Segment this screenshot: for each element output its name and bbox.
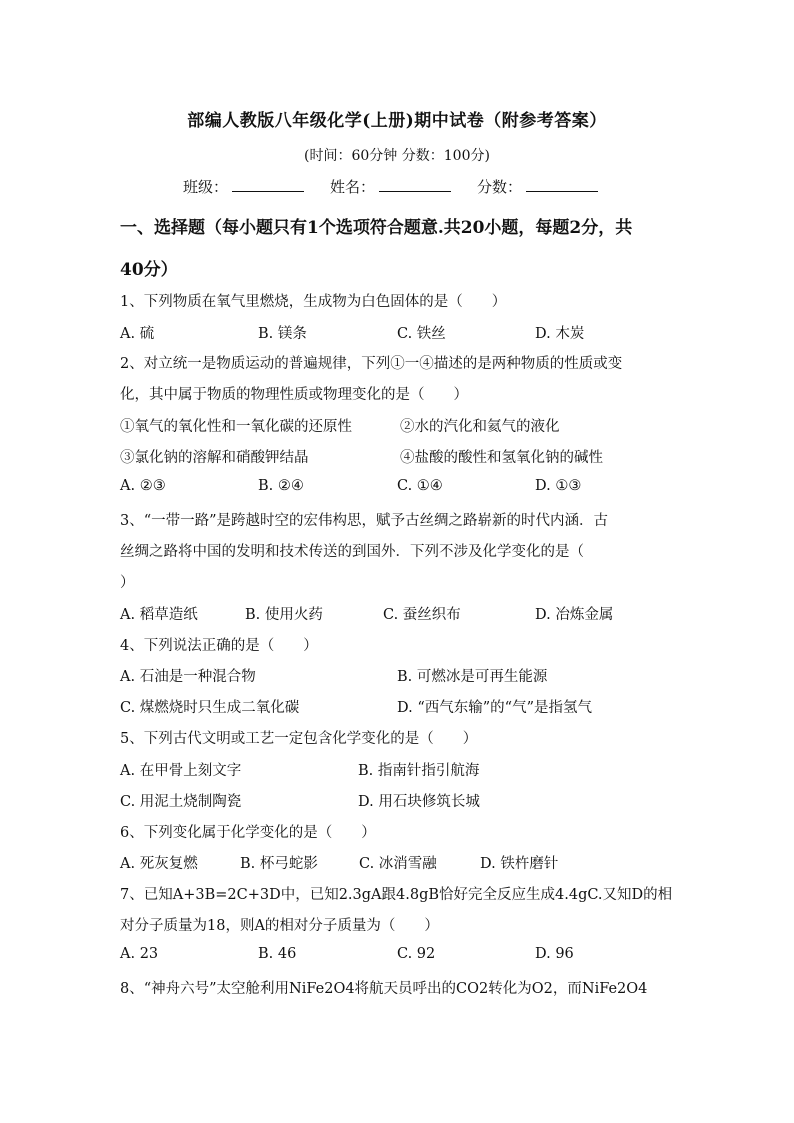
question-5-stem: 5、下列古代文明或工艺一定包含化学变化的是（ ） xyxy=(120,731,478,747)
option[interactable]: B. 镁条 xyxy=(258,326,307,342)
class-field: 班级： xyxy=(183,176,304,197)
option[interactable]: D. 冶炼金属 xyxy=(535,607,614,623)
question-3-stem: 3、“一带一路”是跨越时空的宏伟构思，赋予古丝绸之路崭新的时代内涵．古 xyxy=(120,513,609,529)
option[interactable]: B. 使用火药 xyxy=(245,607,323,623)
section-heading: 一、选择题（每小题只有1个选项符合题意.共20小题，每题2分，共 40分） xyxy=(120,218,633,280)
option[interactable]: B. 46 xyxy=(258,946,297,962)
option[interactable]: A. 死灰复燃 xyxy=(120,856,198,872)
question-4-stem: 4、下列说法正确的是（ ） xyxy=(120,638,318,654)
option[interactable]: B. 杯弓蛇影 xyxy=(240,856,318,872)
question-8-stem: 8、“神舟六号”太空舱利用NiFe2O4将航天员呼出的CO2转化为O2，而NiFe2O4 xyxy=(120,981,648,997)
option[interactable]: C. 92 xyxy=(397,946,436,962)
option[interactable]: B. 指南针指引航海 xyxy=(358,763,480,779)
option[interactable]: D. 用石块修筑长城 xyxy=(358,794,480,810)
question-1-stem: 1、下列物质在氧气里燃烧，生成物为白色固体的是（ ） xyxy=(120,294,507,310)
statement: ②水的汽化和氦气的液化 xyxy=(400,419,560,435)
score-blank[interactable] xyxy=(526,177,598,192)
question-3-stem: ） xyxy=(120,575,135,591)
option[interactable]: C. 铁丝 xyxy=(397,326,446,342)
question-2-stem: 2、对立统一是物质运动的普遍规律，下列①一④描述的是两种物质的性质或变 xyxy=(120,356,623,372)
question-7-stem: 7、已知A+3B=2C+3D中，已知2.3gA跟4.8gB恰好完全反应生成4.4gC.又知D的相 xyxy=(120,887,673,903)
question-7-stem: 对分子质量为18，则A的相对分子质量为（ ） xyxy=(120,918,439,934)
statement: ①氧气的氧化性和一氧化碳的还原性 xyxy=(120,419,352,435)
option[interactable]: A. 石油是一种混合物 xyxy=(120,669,256,685)
option[interactable]: C. 煤燃烧时只生成二氧化碳 xyxy=(120,700,300,716)
option[interactable]: D. 96 xyxy=(535,946,574,962)
name-field: 姓名： xyxy=(330,176,451,197)
exam-time-score: (时间：60分钟 分数：100分) xyxy=(304,148,490,164)
option[interactable]: D. ①③ xyxy=(535,478,582,494)
option[interactable]: D. 铁杵磨针 xyxy=(480,856,559,872)
option[interactable]: C. 蚕丝织布 xyxy=(383,607,461,623)
option[interactable]: B. ②④ xyxy=(258,478,304,494)
student-info xyxy=(183,176,624,197)
option[interactable]: C. 用泥土烧制陶瓷 xyxy=(120,794,242,810)
score-field: 分数： xyxy=(477,176,598,197)
option[interactable]: D. 木炭 xyxy=(535,326,585,342)
option[interactable]: A. 稻草造纸 xyxy=(120,607,198,623)
option[interactable]: A. 在甲骨上刻文字 xyxy=(120,763,242,779)
question-6-stem: 6、下列变化属于化学变化的是（ ） xyxy=(120,825,376,841)
statement: ③氯化钠的溶解和硝酸钾结晶 xyxy=(120,450,309,466)
name-blank[interactable] xyxy=(379,177,451,192)
statement: ④盐酸的酸性和氢氧化钠的碱性 xyxy=(400,450,603,466)
option[interactable]: A. 23 xyxy=(120,946,159,962)
option[interactable]: A. ②③ xyxy=(120,478,166,494)
option[interactable]: B. 可燃冰是可再生能源 xyxy=(397,669,548,685)
question-2-stem: 化，其中属于物质的物理性质或物理变化的是（ ） xyxy=(120,387,468,403)
option[interactable]: C. ①④ xyxy=(397,478,443,494)
page-title: 部编人教版八年级化学(上册)期中试卷（附参考答案） xyxy=(187,111,607,131)
question-3-stem: 丝绸之路将中国的发明和技术传送的到国外．下列不涉及化学变化的是（ xyxy=(120,544,584,560)
option[interactable]: D. “西气东输”的“气”是指氢气 xyxy=(397,700,592,716)
option[interactable]: C. 冰消雪融 xyxy=(359,856,437,872)
option[interactable]: A. 硫 xyxy=(120,326,155,342)
class-blank[interactable] xyxy=(232,177,304,192)
